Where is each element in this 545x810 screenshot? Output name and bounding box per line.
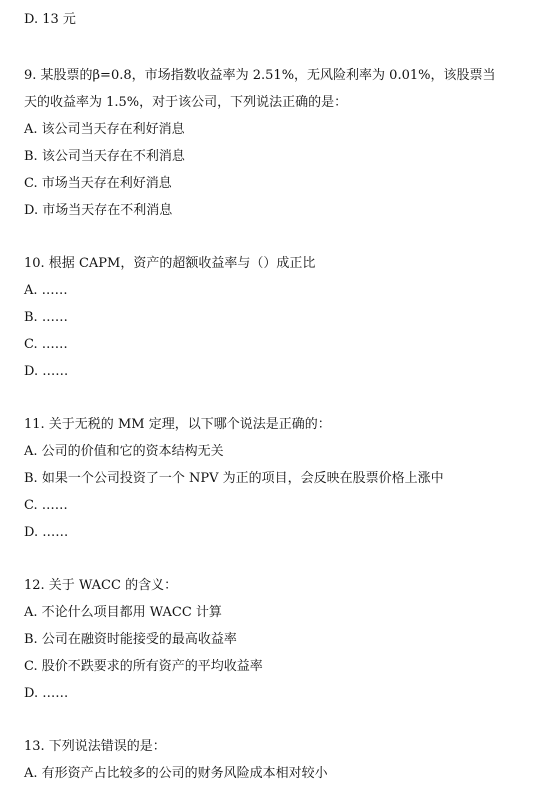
question-9-option-a: A. 该公司当天存在利好消息 — [24, 122, 185, 137]
question-9-stem-cont: 天的收益率为 1.5%，对于该公司，下列说法正确的是： — [24, 95, 348, 110]
question-12-option-a: A. 不论什么项目都用 WACC 计算 — [24, 605, 222, 620]
question-10-option-a: A. …… — [24, 283, 68, 298]
question-9-option-d: D. 市场当天存在不利消息 — [24, 203, 173, 218]
question-10-option-c: C. …… — [24, 337, 68, 352]
question-13-stem: 13. 下列说法错误的是： — [24, 739, 166, 754]
question-11-option-a: A. 公司的价值和它的资本结构无关 — [24, 444, 224, 459]
question-12-option-b: B. 公司在融资时能接受的最高收益率 — [24, 632, 237, 647]
question-12-stem: 12. 关于 WACC 的含义： — [24, 578, 178, 593]
question-11-option-d: D. …… — [24, 525, 69, 540]
question-13-option-a: A. 有形资产占比较多的公司的财务风险成本相对较小 — [24, 766, 328, 781]
question-9-option-b: B. 该公司当天存在不利消息 — [24, 149, 185, 164]
question-10-stem: 10. 根据 CAPM，资产的超额收益率与（）成正比 — [24, 256, 316, 271]
question-9-option-c: C. 市场当天存在利好消息 — [24, 176, 172, 191]
question-12-option-d: D. …… — [24, 686, 69, 701]
question-10-option-d: D. …… — [24, 364, 69, 379]
option-d-prev: D. 13 元 — [24, 12, 76, 27]
question-10-option-b: B. …… — [24, 310, 68, 325]
question-11-option-b: B. 如果一个公司投资了一个 NPV 为正的项目，会反映在股票价格上涨中 — [24, 471, 444, 486]
question-12-option-c: C. 股价不跌要求的所有资产的平均收益率 — [24, 659, 263, 674]
question-9-stem: 9. 某股票的β=0.8，市场指数收益率为 2.51%，无风险利率为 0.01%，该股票当 — [24, 68, 496, 83]
question-11-option-c: C. …… — [24, 498, 68, 513]
question-11-stem: 11. 关于无税的 MM 定理，以下哪个说法是正确的： — [24, 417, 331, 432]
